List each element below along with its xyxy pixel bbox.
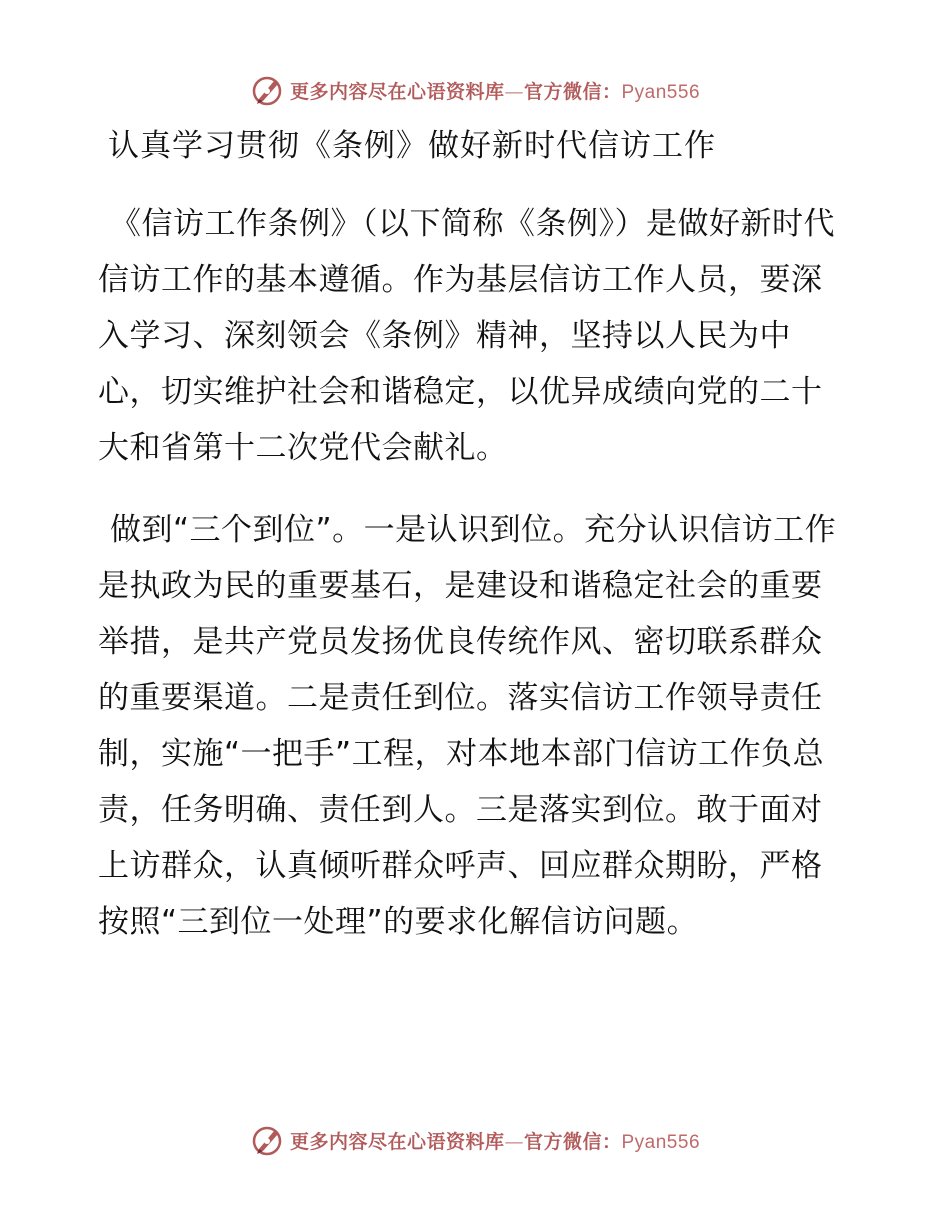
header-watermark — [0, 70, 950, 110]
watermark-wechat-label: 官方微信： — [523, 1130, 622, 1153]
watermark-brand: 更多内容尽在心语资料库 — [289, 1130, 505, 1153]
pen-logo-icon — [250, 73, 284, 107]
document-title: 认真学习贯彻《条例》做好新时代信访工作 — [108, 128, 716, 164]
watermark-text — [290, 1127, 700, 1154]
footer-watermark — [0, 1120, 950, 1160]
watermark-dash: — — [504, 80, 524, 103]
watermark-dash: — — [504, 1130, 524, 1153]
watermark-text — [290, 77, 700, 104]
paragraph-three-in-place: 做到“三个到位”。一是认识到位。充分认识信访工作是执政为民的重要基石，是建设和谐稳定社会的重要举措，是共产党员发扬优良传统作风、密切联系群众的重要渠道。二是责任到位。落实信访工作领导责任制，实施“一把手”工程，对本地本部门信访工作负总责，任务明确、责任到人。三是落实到位。敢于面对上访群众，认真倾听群众呼声、回应群众期盼，严格按照“三到位一处理”的要求化解信访问题。 — [98, 512, 837, 940]
watermark-brand: 更多内容尽在心语资料库 — [289, 80, 505, 103]
watermark-wechat-label: 官方微信： — [523, 80, 622, 103]
pen-logo-icon — [250, 1123, 284, 1157]
watermark-wechat-id: Pyan556 — [621, 81, 701, 103]
paragraph-intro: 《信访工作条例》（以下简称《条例》）是做好新时代信访工作的基本遵循。作为基层信访工作人员，要深入学习、深刻领会《条例》精神，坚持以人民为中心，切实维护社会和谐稳定，以优异成绩向党的二十大和省第十二次党代会献礼。 — [98, 206, 835, 466]
watermark-wechat-id: Pyan556 — [621, 1131, 701, 1153]
